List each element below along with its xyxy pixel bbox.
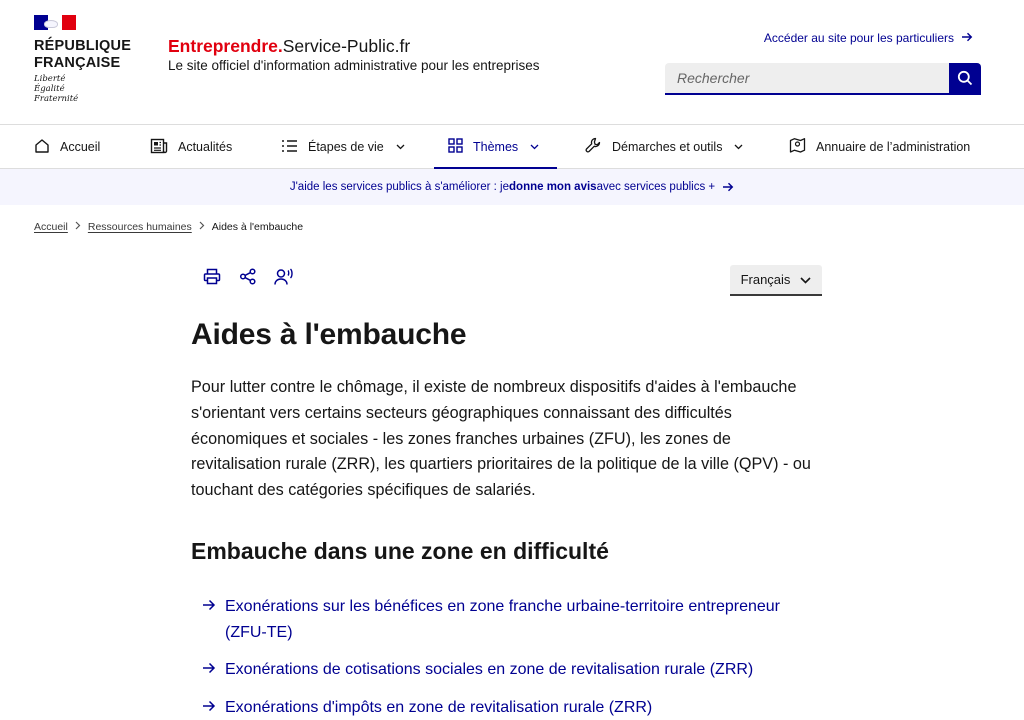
breadcrumb-link-ressources-humaines[interactable]: Ressources humaines [87, 221, 192, 233]
banner-text-before: J'aide les services publics à s'améliorer : je [289, 181, 510, 193]
arrow-right-icon [962, 31, 973, 45]
chevron-down-icon [734, 144, 743, 150]
section-title: Embauche dans une zone en difficulté [191, 538, 609, 564]
link-impots-zrr[interactable]: Exonérations d'impôts en zone de revitalisation rurale (ZRR) [225, 698, 653, 716]
map-pin-icon [789, 137, 806, 157]
chevron-down-icon [396, 144, 405, 150]
list-item [203, 657, 803, 683]
newspaper-icon [150, 138, 168, 157]
banner-text-after: avec services publics + [596, 181, 716, 193]
arrow-right-icon [723, 182, 734, 192]
search-button[interactable] [949, 63, 981, 95]
main-nav [0, 124, 1024, 169]
nav-item-themes[interactable] [448, 125, 539, 169]
republic-line2: FRANÇAISE [34, 55, 121, 71]
republique-francaise-logo[interactable] [34, 38, 131, 72]
page-tools [201, 268, 295, 290]
republic-motto [34, 74, 78, 104]
site-tagline: Le site officiel d'information administrative pour les entreprises [168, 58, 540, 73]
marianne-flag-logo [34, 15, 76, 30]
listen-button[interactable] [273, 268, 295, 290]
share-button[interactable] [237, 268, 259, 290]
search-input[interactable] [665, 63, 949, 95]
motto-fraternite: Fraternité [34, 94, 79, 104]
print-icon [203, 268, 221, 290]
site-name-rest: Service-Public.fr [282, 36, 411, 56]
listen-icon [274, 268, 294, 291]
wrench-icon [585, 137, 602, 157]
nav-item-label: Démarches et outils [612, 140, 723, 154]
site-name-red: Entreprendre. [168, 36, 283, 56]
arrow-right-icon [203, 657, 225, 679]
chevron-right-icon [199, 221, 205, 233]
nav-item-label: Thèmes [473, 140, 519, 154]
list-item [203, 695, 803, 720]
chevron-right-icon [75, 221, 81, 233]
nav-item-accueil[interactable] [34, 125, 100, 169]
banner-text-bold: donne mon avis [509, 181, 597, 193]
language-label: Français [740, 272, 791, 287]
link-cotisations-zrr[interactable]: Exonérations de cotisations sociales en zone de revitalisation rurale (ZRR) [225, 661, 754, 678]
nav-item-label: Accueil [60, 140, 101, 154]
nav-item-demarches-et-outils[interactable] [585, 125, 743, 169]
republic-line1: RÉPUBLIQUE [34, 38, 132, 54]
nav-item-label: Actualités [178, 140, 233, 154]
home-icon [34, 138, 50, 157]
motto-liberte: Liberté [34, 74, 66, 84]
search-icon [957, 70, 973, 89]
arrow-right-icon [203, 695, 225, 717]
chevron-down-icon [530, 144, 539, 150]
nav-item-etapes-de-vie[interactable] [281, 125, 405, 169]
link-list [203, 594, 803, 720]
list-icon [281, 139, 298, 156]
page-title: Aides à l'embauche [191, 318, 467, 351]
nav-item-label: Annuaire de l’administration [816, 140, 971, 154]
site-header [0, 0, 1024, 124]
search-bar [665, 63, 981, 95]
nav-item-actualites[interactable] [150, 125, 232, 169]
language-selector[interactable] [730, 265, 822, 296]
chevron-down-icon [800, 272, 811, 287]
particuliers-link[interactable] [764, 31, 973, 45]
nav-item-annuaire[interactable] [789, 125, 970, 169]
arrow-right-icon [203, 594, 225, 616]
breadcrumb-current: Aides à l'embauche [211, 221, 304, 233]
site-title-link[interactable] [168, 36, 410, 57]
particuliers-link-label: Accéder au site pour les particuliers [763, 31, 954, 45]
motto-egalite: Égalité [34, 84, 65, 94]
breadcrumb [34, 221, 303, 233]
print-button[interactable] [201, 268, 223, 290]
feedback-banner[interactable] [0, 169, 1024, 205]
breadcrumb-link-accueil[interactable]: Accueil [34, 221, 68, 233]
list-item [203, 594, 803, 645]
nav-item-label: Étapes de vie [308, 140, 384, 154]
intro-paragraph: Pour lutter contre le chômage, il existe de nombreux dispositifs d'aides à l'embauche s'orientant vers certains secteurs géographiques connaissant des difficultés économiques et sociales - les zones franches urbaines (ZFU), les zones de revitalisation rurale (ZRR), les quartiers prioritaires de la politique de la ville (QPV) - ou touchant des catégories spécifiques de salariés. [191, 378, 811, 500]
link-zfu-te[interactable]: Exonérations sur les bénéfices en zone franche urbaine-territoire entrepreneur (ZFU-TE) [225, 598, 780, 641]
grid-icon [448, 138, 463, 156]
share-icon [239, 268, 257, 290]
